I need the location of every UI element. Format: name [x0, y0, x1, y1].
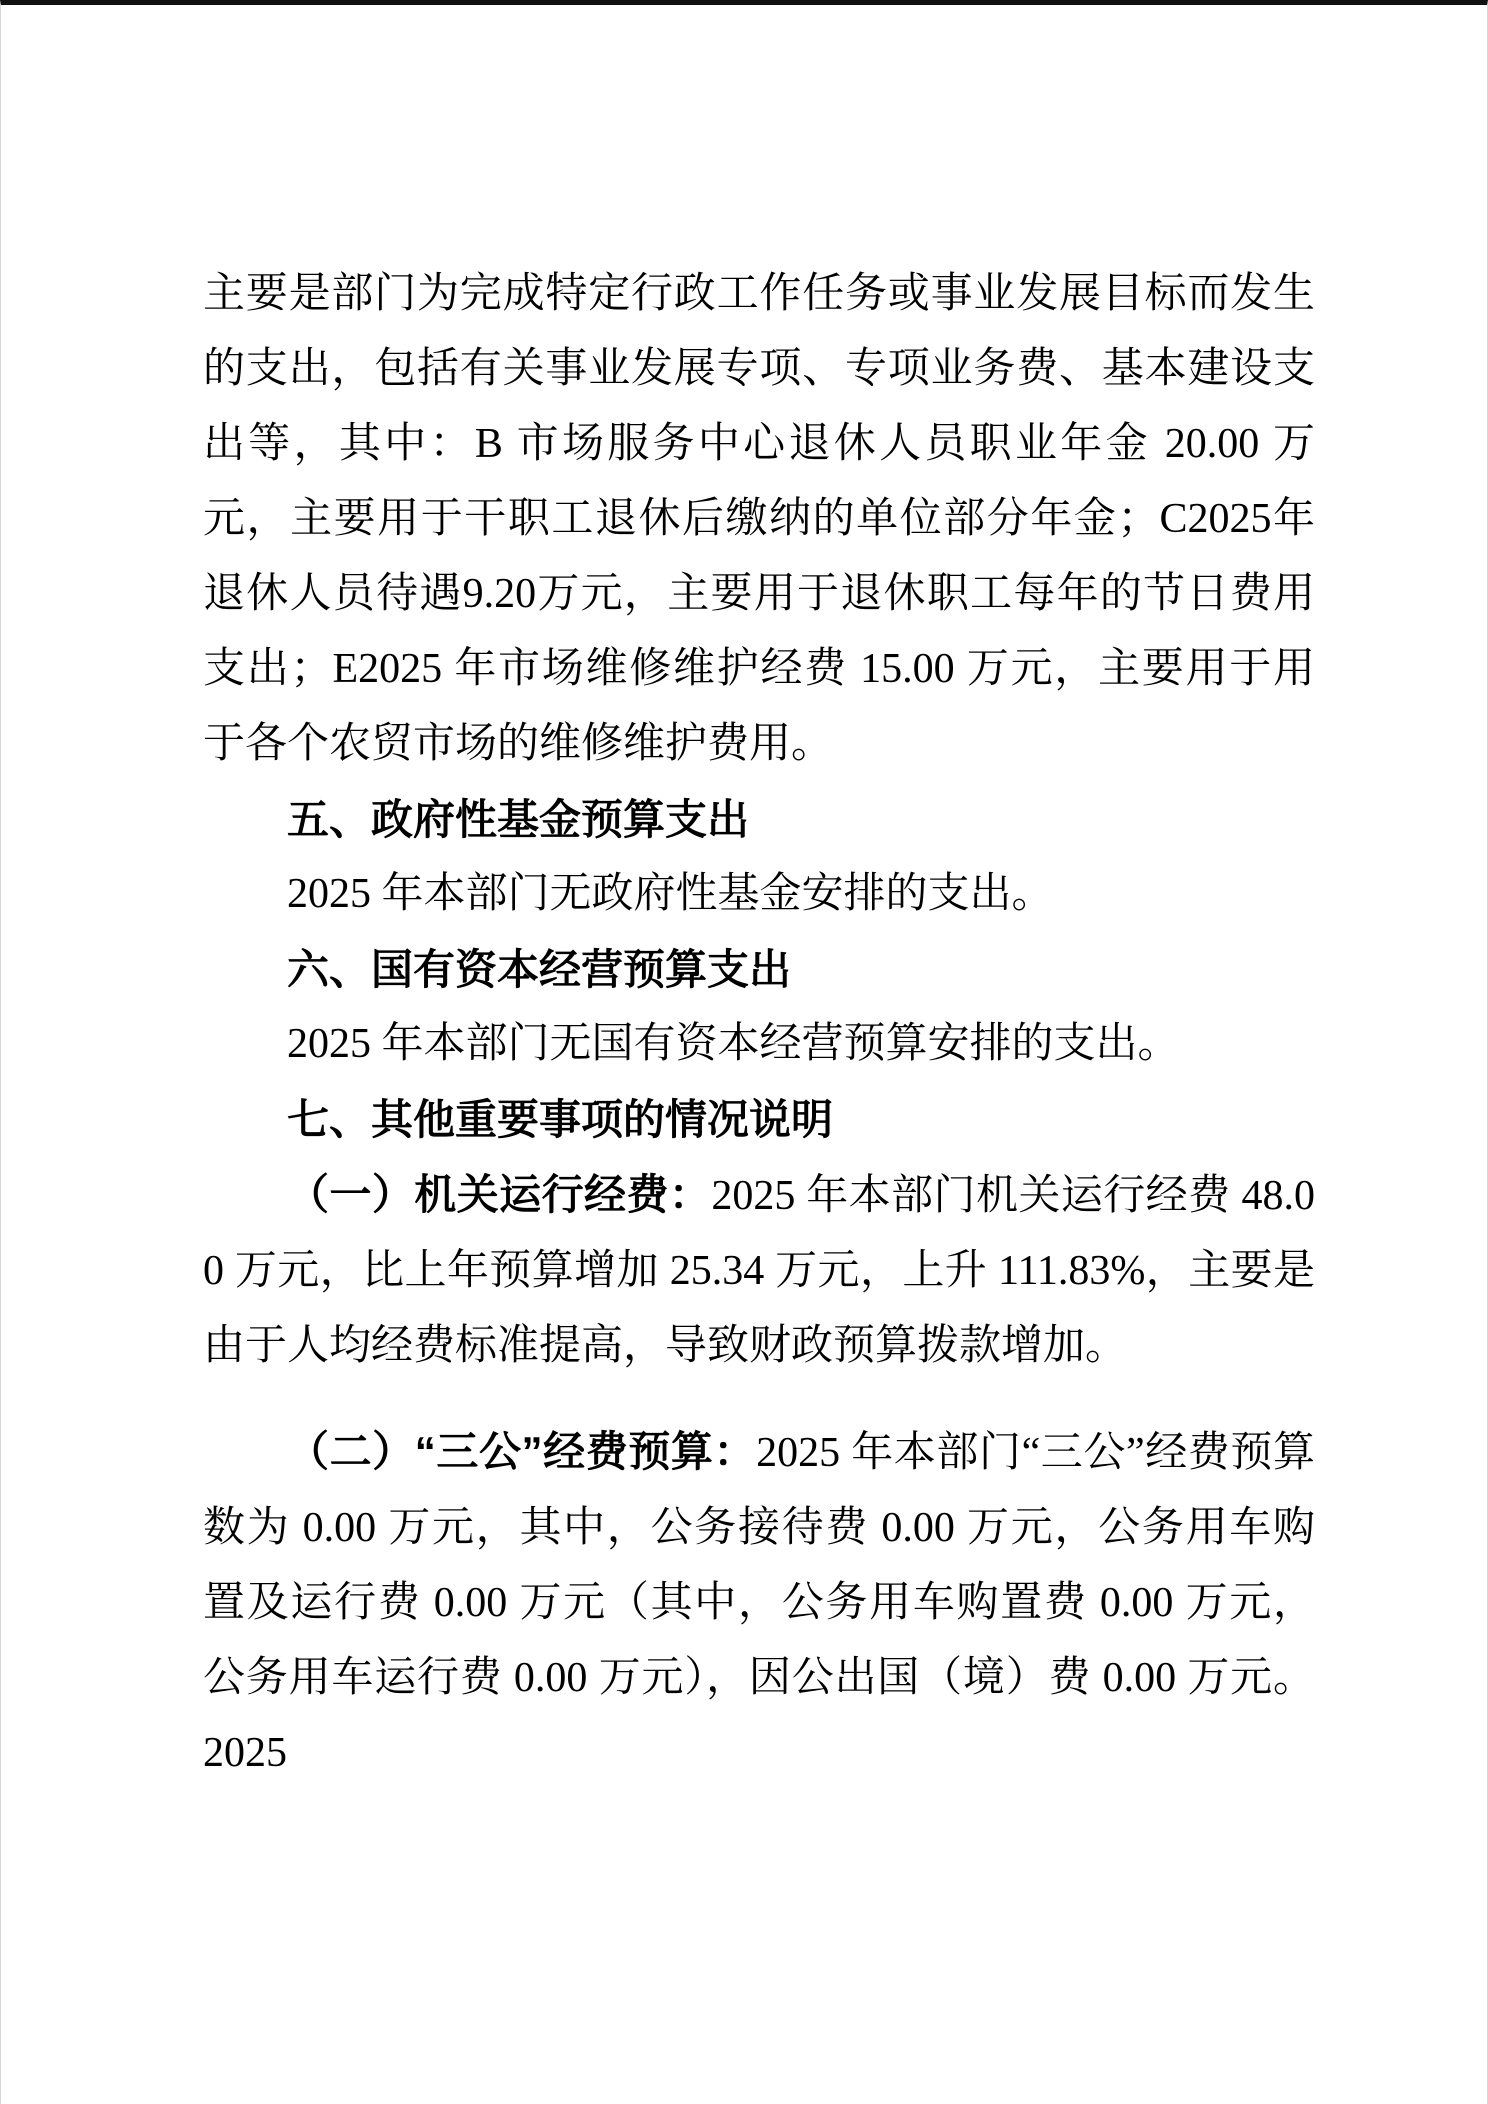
document-body — [203, 257, 1315, 1791]
item-1-body-text: 2025 年本部门机关运行经费 48.00 万元，比上年预算增加 25.34 万元，上升 111.83%，主要是由于人均经费标准提高，导致财政预算拨款增加。 — [203, 1173, 1315, 1369]
item-2-body-text: 2025 年本部门“三公”经费预算数为 0.00 万元，其中，公务接待费 0.00 万元，公务用车购置及运行费 0.00 万元（其中，公务用车购置费 0.00 万元，公务用车运行费 0.00 万元），因公出国（境）费 0.00 万元。2025 — [203, 1430, 1315, 1776]
paragraph-section-7-item-2-three-public-expenses — [203, 1414, 1315, 1791]
heading-section-6-state-capital-budget: 六、国有资本经营预算支出 — [287, 946, 792, 993]
paragraph-section-5: 2025 年本部门无政府性基金安排的支出。 — [287, 871, 1054, 917]
heading-section-7-other-important-matters: 七、其他重要事项的情况说明 — [287, 1096, 834, 1143]
item-1-bold-lead: （一）机关运行经费： — [287, 1171, 712, 1218]
item-2-bold-lead: （二）“三公”经费预算： — [287, 1428, 757, 1475]
heading-section-5-government-fund-budget: 五、政府性基金预算支出 — [287, 796, 750, 843]
paragraph-section-6: 2025 年本部门无国有资本经营预算安排的支出。 — [287, 1021, 1180, 1067]
paragraph-section-7-item-1-operating-funds — [203, 1157, 1315, 1384]
paragraph-project-expenditure: 主要是部门为完成特定行政工作任务或事业发展目标而发生的支出，包括有关事业发展专项、专项业务费、基本建设支出等，其中：B 市场服务中心退休人员职业年金 20.00 万元，主要用于干职工退休后缴纳的单位部分年金；C2025年退休人员待遇9.20万元，主要用于退休职工每年的节日费用支出；E2025 年市场维修维护经费 15.00 万元，主要用于用于各个农贸市场的维修维护费用。 — [203, 271, 1315, 767]
